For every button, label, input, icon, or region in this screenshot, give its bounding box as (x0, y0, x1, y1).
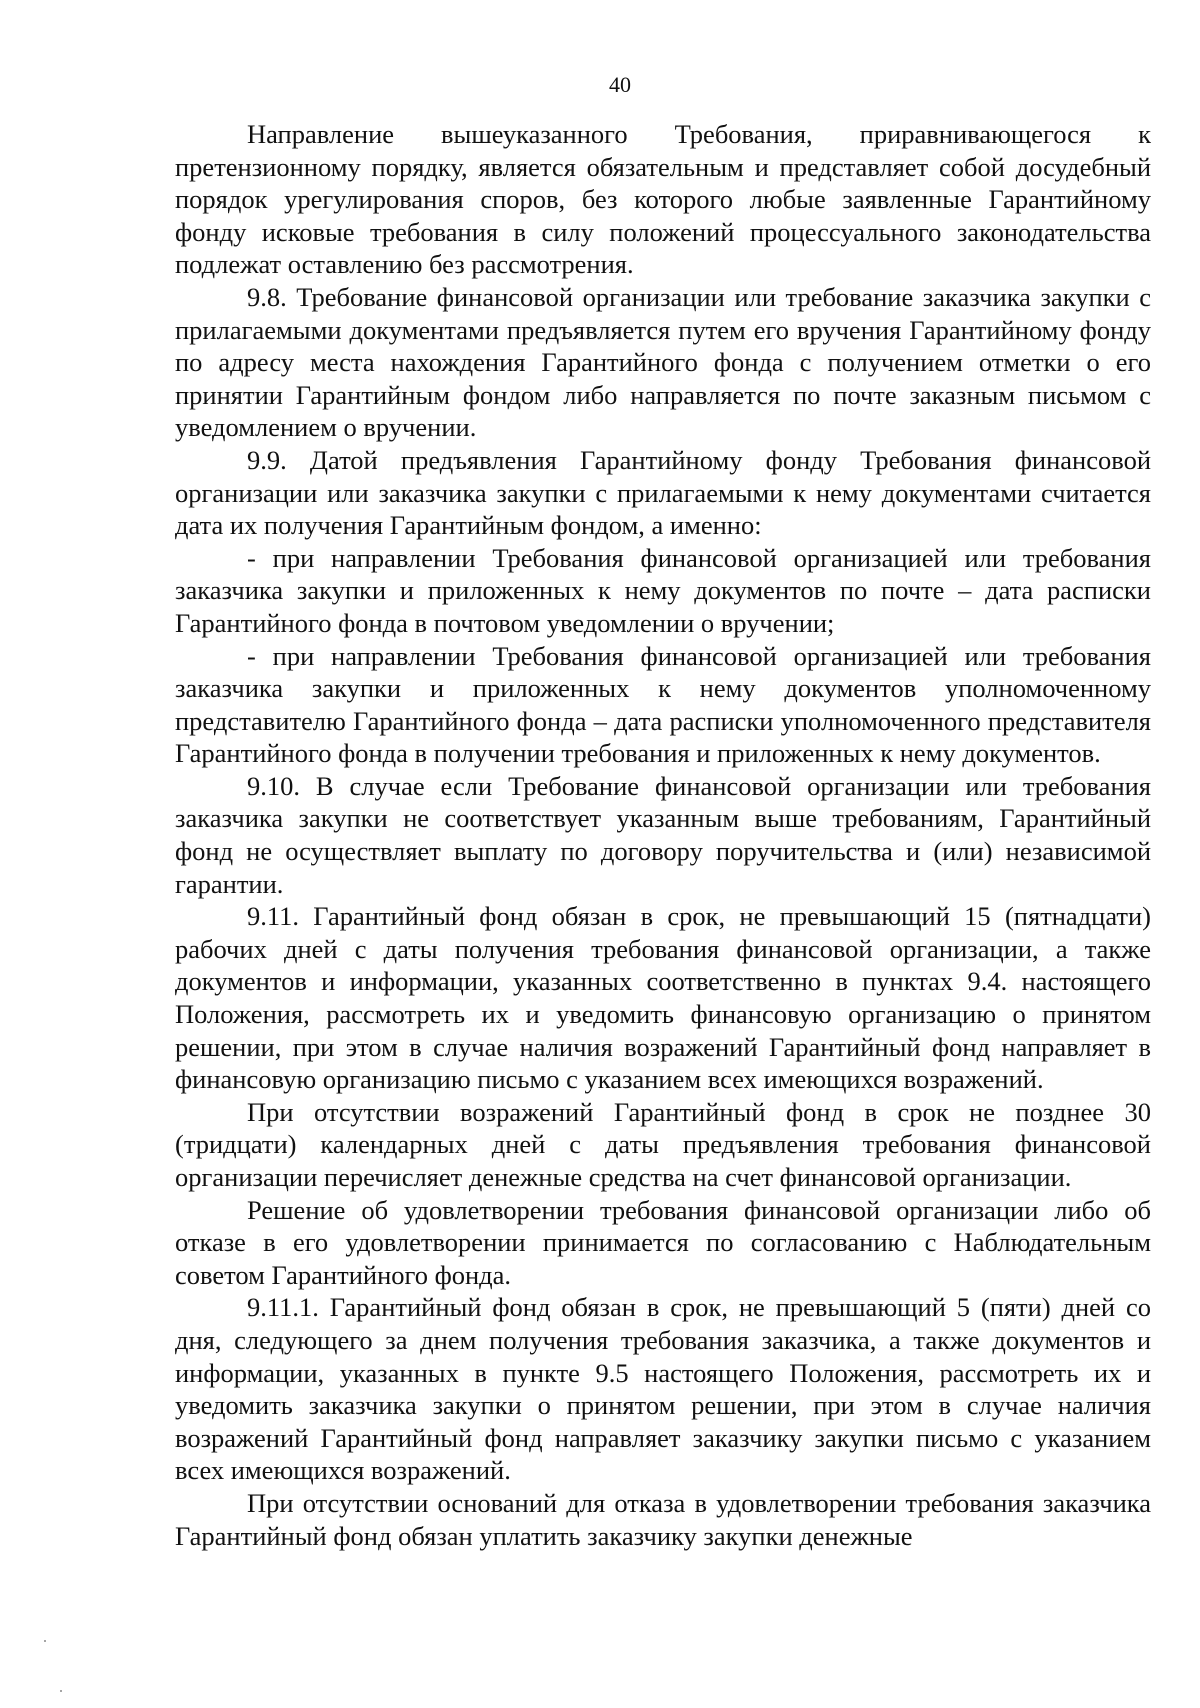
scan-speck (60, 1690, 62, 1692)
paragraph-no-grounds: При отсутствии оснований для отказа в удовлетворении требования заказчика Гарантийный фонд обязан уплатить заказчику закупки денежные (175, 1487, 1151, 1551)
paragraph-9-10: 9.10. В случае если Требование финансовой организации или требования заказчика закупки не соответствует указанным выше требованиям, Гарантийный фонд не осуществляет выплату по договору поручительства и (или) независимой гарантии. (175, 770, 1151, 899)
paragraph-pretrial-procedure: Направление вышеуказанного Требования, приравнивающегося к претензионному порядку, является обязательным и представляет собой досудебный порядок урегулирования споров, без которого любые заявленные Гарантийному фонду исковые требования в силу положений процессуального законодательства подлежат оставлению без рассмотрения. (175, 119, 1151, 280)
document-text (175, 118, 1151, 1552)
paragraph-9-11: 9.11. Гарантийный фонд обязан в срок, не превышающий 15 (пятнадцати) рабочих дней с даты получения требования финансовой организации, а также документов и информации, указанных соответственно в пунктах 9.4. настоящего Положения, рассмотреть их и уведомить финансовую организацию о принятом решении, при этом в случае наличия возражений Гарантийный фонд направляет в финансовую организацию письмо с указанием всех имеющихся возражений. (175, 901, 1151, 1095)
paragraph-no-objections: При отсутствии возражений Гарантийный фонд в срок не позднее 30 (тридцати) календарных дней с даты предъявления требования финансовой организации перечисляет денежные средства на счет финансовой организации. (175, 1096, 1151, 1192)
list-item-by-mail: - при направлении Требования финансовой организацией или требования заказчика закупки и приложенных к нему документов по почте – дата расписки Гарантийного фонда в почтовом уведомлении о вручении; (175, 542, 1151, 638)
page-number: 40 (609, 72, 631, 97)
paragraph-9-9: 9.9. Датой предъявления Гарантийному фонду Требования финансовой организации или заказчика закупки с прилагаемыми к нему документами считается дата их получения Гарантийным фондом, а именно: (175, 444, 1151, 541)
scan-speck (44, 1640, 46, 1642)
list-item-by-representative: - при направлении Требования финансовой организацией или требования заказчика закупки и приложенных к нему документов уполномоченному представителю Гарантийного фонда – дата расписки уполномоченного представителя Гарантийного фонда в получении требования и приложенных к нему документов. (175, 640, 1151, 769)
paragraph-9-11-1: 9.11.1. Гарантийный фонд обязан в срок, не превышающий 5 (пяти) дней со дня, следующего за днем получения требования заказчика, а также документов и информации, указанных в пункте 9.5 настоящего Положения, рассмотреть их и уведомить заказчика закупки о принятом решении, при этом в случае наличия возражений Гарантийный фонд направляет заказчику закупки письмо с указанием всех имеющихся возражений. (175, 1292, 1151, 1486)
paragraph-decision: Решение об удовлетворении требования финансовой организации либо об отказе в его удовлетворении принимается по согласованию с Наблюдательным советом Гарантийного фонда. (175, 1194, 1151, 1290)
paragraph-9-8: 9.8. Требование финансовой организации или требование заказчика закупки с прилагаемыми документами предъявляется путем его вручения Гарантийному фонду по адресу места нахождения Гарантийного фонда с получением отметки о его принятии Гарантийным фондом либо направляется по почте заказным письмом с уведомлением о вручении. (175, 281, 1151, 443)
